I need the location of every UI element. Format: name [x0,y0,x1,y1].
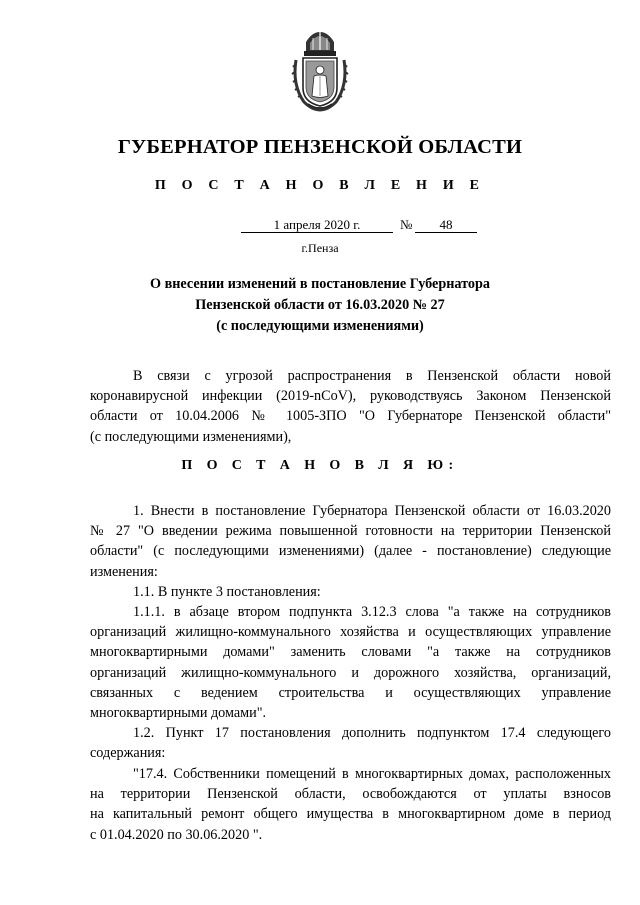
text-line: В связи с угрозой распространения в Пензенской области новой [133,368,611,384]
text-line: 1.1. В пункте 3 постановления: [133,584,321,600]
text-line: многоквартирными домами" заменить словами "а также на сотрудников [90,644,611,661]
item-1-1-1-paragraph [90,602,611,723]
decree-heading: П О С Т А Н О В Л Я Ю: [181,458,459,473]
text-line: (с последующими изменениями), [90,428,292,445]
text-line: области" (с последующими изменениями) (далее - постановление) следующие [90,543,611,560]
subject-line: Пензенской области от 16.03.2020 № 27 [195,297,445,313]
text-line: 1.1.1. в абзаце втором подпункта 3.12.3 слова "а также на сотрудников [133,604,611,620]
text-line: связанных с ведением строительства и осуществляющих управление [90,684,611,701]
city: г.Пенза [301,241,339,255]
text-line: на капитальный ремонт общего имущества в многоквартирном доме в период [90,806,611,823]
text-line: организаций жилищно-коммунального хозяйства и осуществляющих управление [90,624,611,641]
text-line: 1.2. Пункт 17 постановления дополнить подпунктом 17.4 следующего [133,725,611,741]
document-subject [130,274,510,337]
item-17-4-paragraph [90,764,611,845]
text-line: области от 10.04.2006 № 1005-ЗПО "О Губернаторе Пензенской области" [90,408,611,425]
item-1-1-paragraph [90,582,611,602]
text-line: "17.4. Собственники помещений в многоквартирных домах, расположенных [133,766,611,782]
preamble-paragraph [90,366,611,447]
text-line: № 27 "О введении режима повышенной готовности на территории Пензенской [90,523,611,540]
number-label: № [400,217,413,232]
text-line: с 01.04.2020 по 30.06.2020 ". [90,826,263,843]
text-line: 1. Внести в постановление Губернатора Пензенской области от 16.03.2020 [133,503,611,519]
item-1-paragraph [90,501,611,582]
text-line: на территории Пензенской области, освобождаются от уплаты взносов [90,786,611,803]
text-line: изменения: [90,563,158,580]
subject-line: (с последующими изменениями) [216,318,424,334]
text-line: многоквартирными домами". [90,705,267,722]
document-number: 48 [415,217,477,233]
document-type: П О С Т А Н О В Л Е Н И Е [154,178,486,193]
text-line: организаций жилищно-коммунального и дорожного хозяйства, организаций, [90,664,611,681]
document-date: 1 апреля 2020 г. [241,217,393,233]
text-line: содержания: [90,745,166,762]
date-number-line [0,217,640,235]
text-line: коронавирусной инфекции (2019-nCoV), руководствуясь Законом Пензенской [90,388,611,405]
subject-line: О внесении изменений в постановление Губернатора [150,276,490,292]
authority-title: ГУБЕРНАТОР ПЕНЗЕНСКОЙ ОБЛАСТИ [117,136,523,158]
coat-of-arms-icon [290,30,350,112]
item-1-2-paragraph [90,723,611,763]
